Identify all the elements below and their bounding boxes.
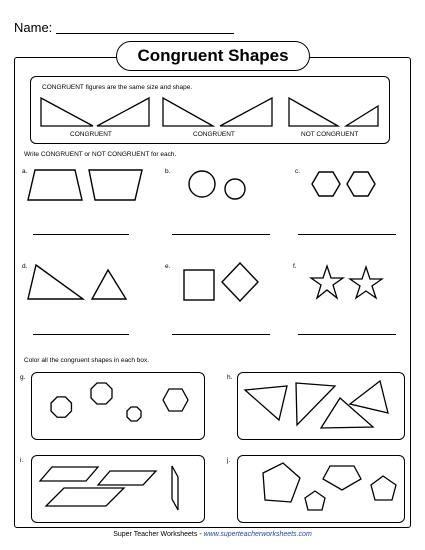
item-letter: a.: [22, 168, 28, 175]
example-label: CONGRUENT: [193, 131, 235, 138]
pentagon-shape[interactable]: [371, 476, 396, 500]
box-letter: j.: [227, 457, 231, 464]
box-letter: h.: [227, 374, 233, 381]
triangle-shape[interactable]: [245, 386, 287, 420]
parallelogram-shape[interactable]: [172, 466, 178, 510]
item-letter: d.: [22, 263, 28, 270]
footer: [0, 531, 425, 538]
footer-separator: -: [197, 531, 204, 538]
pentagon-shape[interactable]: [305, 491, 325, 510]
box-letter: g.: [20, 374, 26, 381]
example-label: CONGRUENT: [70, 131, 112, 138]
box-letter: i.: [20, 457, 24, 464]
item-letter: e.: [165, 263, 171, 270]
octagon-shape[interactable]: [91, 383, 112, 404]
section1-instruction: Write CONGRUENT or NOT CONGRUENT for each.: [24, 151, 177, 158]
triangle-shape[interactable]: [321, 398, 373, 428]
page-title: Congruent Shapes: [116, 41, 310, 71]
octagon-shape[interactable]: [51, 397, 71, 417]
example-label: NOT CONGRUENT: [301, 131, 359, 138]
footer-url[interactable]: www.superteacherworksheets.com: [203, 531, 312, 538]
parallelogram-shape[interactable]: [40, 467, 98, 481]
item-letter: c.: [295, 168, 301, 175]
name-label: Name:: [14, 20, 53, 35]
footer-brand: Super Teacher Worksheets: [113, 531, 198, 538]
item-letter: f.: [293, 263, 297, 270]
pentagon-shape[interactable]: [263, 463, 300, 502]
pentagon-shape[interactable]: [323, 466, 361, 490]
parallelogram-shape[interactable]: [46, 488, 124, 506]
hexagon-shape[interactable]: [163, 389, 188, 411]
octagon-shape[interactable]: [127, 407, 141, 421]
definition-text: CONGRUENT figures are the same size and shape.: [42, 84, 193, 91]
triangle-shape[interactable]: [350, 381, 388, 413]
parallelogram-shape[interactable]: [98, 471, 156, 485]
triangle-shape[interactable]: [296, 383, 335, 425]
section2-instruction: Color all the congruent shapes in each box.: [24, 357, 150, 364]
item-letter: b.: [165, 168, 171, 175]
